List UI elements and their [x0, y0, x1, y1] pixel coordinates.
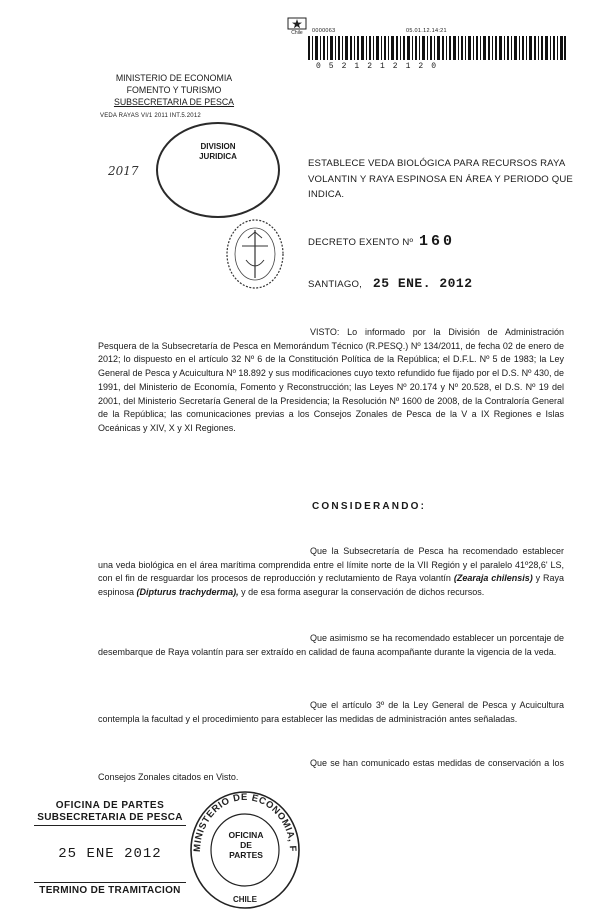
considerando-paragraph-4: Que se han comunicado estas medidas de conservación a los Consejos Zonales citados en Visto.	[98, 758, 564, 782]
veda-reference: VEDA RAYAS VI/1 2011 INT.5.2012	[100, 113, 201, 119]
ministry-header	[104, 72, 244, 109]
juridica-stamp-line-1: DIVISION	[200, 142, 236, 151]
visto-lead: VISTO:	[310, 327, 340, 337]
ministerio-round-stamp	[186, 782, 304, 910]
barcode-number: 0 5 2 1 2 1 2 1 2 0	[316, 62, 438, 71]
chile-government-logo	[286, 16, 308, 42]
santiago-label: SANTIAGO,	[308, 279, 363, 290]
visto-paragraph	[98, 326, 564, 436]
juridica-stamp-line-2: JURIDICA	[199, 152, 237, 161]
stamp-code-left: 0000063	[312, 28, 336, 34]
decreto-label: DECRETO EXENTO Nº	[308, 237, 414, 248]
visto-text: Lo informado por la División de Administración Pesquera de la Subsecretaría de Pesca en Memorándum Técnico (R.PESQ.) Nº 134/2011, de fecha 02 de enero de 2012; lo dispuesto en el artículo 32 Nº 6 de la Constitución Política de la República; el D.F.L. Nº 5 de 1983; la Ley General de Pesca y Acuicultura Nº 18.892 y sus modificaciones cuyo texto refundido fue fijado por el D.S. Nº 430, de 1991, del Ministerio de Economía, Fomento y Reconstrucción; las Leyes Nº 20.174 y Nº 20.528, el D.S. Nº 19 del 2001, del Ministerio Secretaría General de la Presidencia; la Resolución Nº 1600 de 2008, de la Contraloría General de la República; las comunicaciones previas a los Consejos Zonales de Pesca de la V a IX Regiones e Islas Oceánicas y XIV, X y XI Regiones.	[98, 327, 564, 433]
seal-icon	[224, 216, 286, 292]
oficina-stamp-date: 25 ENE 2012	[58, 846, 162, 862]
decreto-exento	[308, 233, 455, 250]
cons1-part-c: y de esa forma asegurar la conservación de dichos recursos.	[241, 587, 485, 598]
decreto-number: 160	[419, 233, 456, 250]
species-name-2: (Dipturus trachyderma),	[136, 587, 239, 598]
decree-title: ESTABLECE VEDA BIOLÓGICA PARA RECURSOS RAYA VOLANTIN Y RAYA ESPINOSA EN ÁREA Y PERIODO QUE INDICA.	[308, 158, 573, 200]
oficina-stamp-line-3: TERMINO DE TRAMITACION	[34, 882, 186, 896]
stamp-center-line-2: DE PARTES	[229, 840, 263, 860]
stamp-ring-text: MINISTERIO DE ECONOMIA, F	[191, 791, 299, 853]
ministry-line-2: FOMENTO Y TURISMO	[126, 85, 222, 96]
oficina-stamp-line-2: SUBSECRETARIA DE PESCA	[34, 812, 186, 826]
stamp-bottom-text: CHILE	[233, 895, 257, 904]
considerando-paragraph-1	[98, 545, 564, 600]
star-icon	[286, 16, 308, 30]
santiago-date-line	[308, 276, 473, 291]
decree-date: 25 ENE. 2012	[372, 276, 473, 291]
ministry-line-3: SUBSECRETARIA DE PESCA	[113, 97, 235, 108]
ministry-line-1: MINISTERIO DE ECONOMIA	[115, 73, 233, 83]
considerando-paragraph-2: Que asimismo se ha recomendado establecer un porcentaje de desembarque de Raya volantín para ser extraído en calidad de fauna acompañante durante la vigencia de la veda.	[98, 633, 564, 657]
oficina-de-partes-stamp	[34, 800, 186, 910]
barcode-block	[291, 24, 570, 72]
barcode-icon	[308, 36, 566, 60]
cons1-part-a: Que la Subsecretaría de Pesca ha recomendado establecer una veda biológica en el área marítima comprendida entre el límite norte de la VII Región y el paralelo 41º28,6' LS, con el fin de resguardar los procesos de reproducción y reclutamiento de Raya volantín	[98, 546, 564, 584]
stamp-code-right: 05.01.12.14:21	[406, 28, 447, 34]
logo-label: Chile	[291, 30, 303, 36]
species-name-1: (Zearaja chilensis)	[453, 573, 533, 584]
considerando-heading: CONSIDERANDO:	[312, 501, 427, 512]
handwritten-note: 2017	[108, 164, 139, 178]
considerando-paragraph-3: Que el artículo 3º de la Ley General de Pesca y Acuicultura contempla la facultad y el procedimiento para establecer las medidas de administración antes señaladas.	[98, 700, 564, 724]
stamp-center-line-1: OFICINA	[228, 830, 264, 840]
division-juridica-stamp	[156, 122, 280, 218]
cons1-part-b: y Raya espinosa	[98, 573, 564, 598]
oficina-stamp-line-1: OFICINA DE PARTES	[55, 800, 165, 811]
